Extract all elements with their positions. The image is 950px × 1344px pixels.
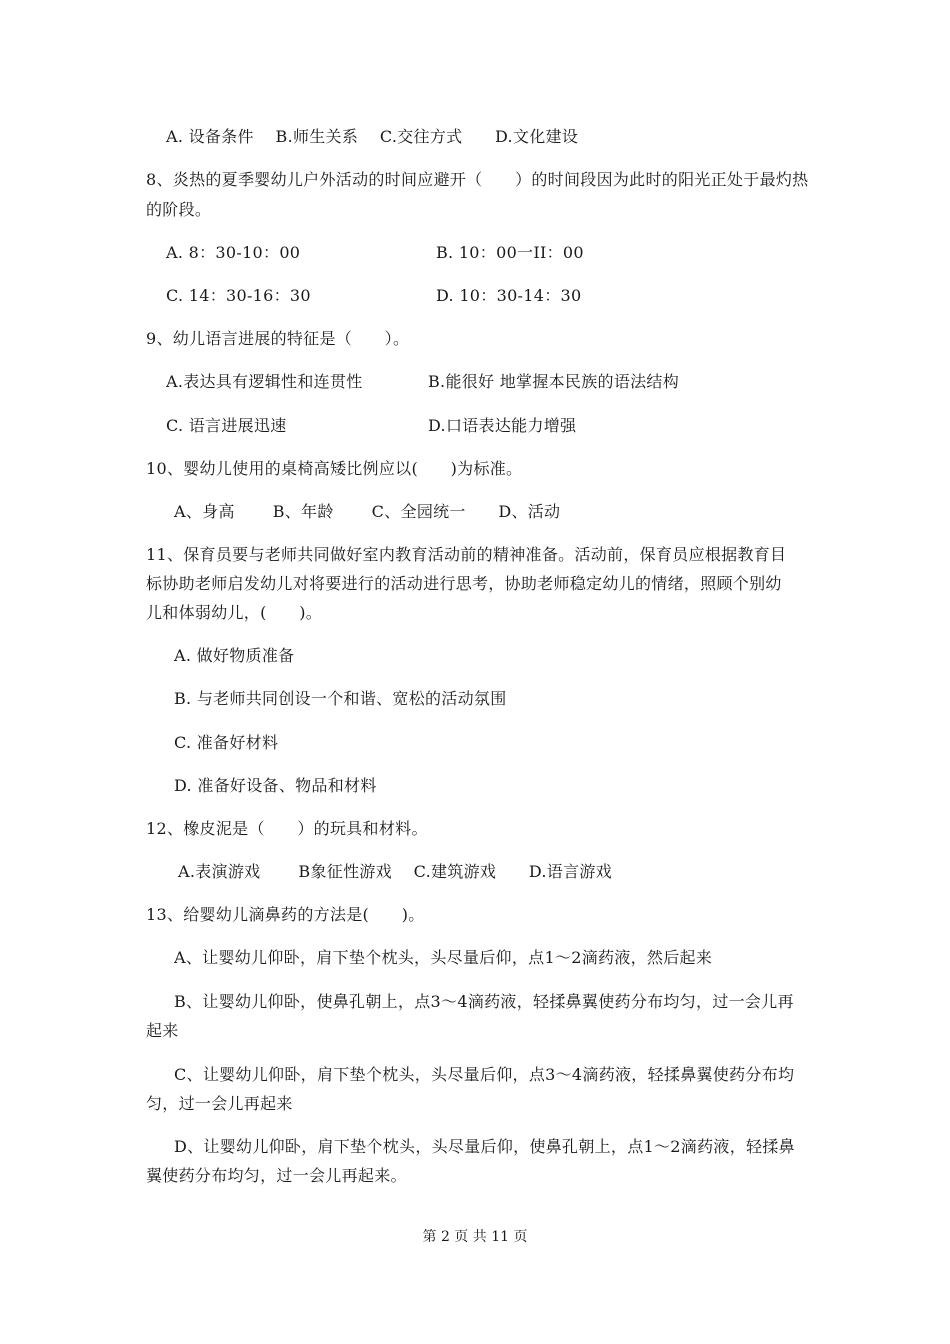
q11-option-a: A. 做好物质准备: [174, 646, 295, 665]
q8-option-b: B. 10：00一II：00: [436, 243, 584, 262]
page-footer: 第 2 页 共 11 页: [422, 1229, 528, 1245]
q8-option-d: D. 10：30-14：30: [436, 286, 582, 305]
q13-option-b-line-1: B、让婴幼儿仰卧，使鼻孔朝上，点3～4滴药液，轻揉鼻翼使药分布均匀，过一会儿再: [174, 992, 794, 1011]
q11-stem-line-1: 11、保育员要与老师共同做好室内教育活动前的精神准备。活动前，保育员应根据教育目: [146, 545, 787, 564]
q12-stem: 12、橡皮泥是（ ）的玩具和材料。: [146, 819, 428, 838]
q8-option-c: C. 14：30-16：30: [166, 286, 311, 305]
q13-option-b-line-2: 起来: [146, 1021, 179, 1040]
q13-option-d-line-1: D、让婴幼儿仰卧，肩下垫个枕头，头尽量后仰，使鼻孔朝上，点1～2滴药液，轻揉鼻: [174, 1137, 795, 1156]
q9-stem: 9、幼儿语言进展的特征是（ ）。: [146, 329, 410, 348]
q8-stem-line-2: 的阶段。: [146, 200, 212, 219]
q11-stem-line-3: 儿和体弱幼儿，( )。: [146, 603, 323, 622]
q9-option-a: A.表达具有逻辑性和连贯性: [166, 372, 363, 391]
q9-option-d: D.口语表达能力增强: [428, 416, 577, 435]
q10-stem: 10、婴幼儿使用的桌椅高矮比例应以( )为标准。: [146, 459, 523, 478]
q11-option-d: D. 准备好设备、物品和材料: [174, 776, 377, 795]
q13-option-d-line-2: 翼使药分布均匀，过一会儿再起来。: [146, 1166, 407, 1185]
q11-stem-line-2: 标协助老师启发幼儿对将要进行的活动进行思考，协助老师稳定幼儿的情绪，照顾个别幼: [146, 574, 782, 593]
q13-option-c-line-2: 匀，过一会儿再起来: [146, 1094, 293, 1113]
q11-option-b: B. 与老师共同创设一个和谐、宽松的活动氛围: [174, 689, 507, 708]
q13-option-a: A、让婴幼儿仰卧，肩下垫个枕头，头尽量后仰，点1～2滴药液，然后起来: [174, 948, 713, 967]
q7-options: A. 设备条件 B.师生关系 C.交往方式 D.文化建设: [166, 127, 579, 146]
q12-options: A.表演游戏 B象征性游戏 C.建筑游戏 D.语言游戏: [178, 862, 612, 881]
q8-stem-line-1: 8、炎热的夏季婴幼儿户外活动的时间应避开（ ）的时间段因为此时的阳光正处于最灼热: [146, 170, 809, 189]
q10-options: A、身高 B、年龄 C、全园统一 D、活动: [174, 502, 561, 521]
q9-option-b: B.能很好 地掌握本民族的语法结构: [428, 372, 680, 391]
q13-option-c-line-1: C、让婴幼儿仰卧，肩下垫个枕头，头尽量后仰，点3～4滴药液，轻揉鼻翼使药分布均: [174, 1065, 795, 1084]
q11-option-c: C. 准备好材料: [174, 733, 279, 752]
q9-option-c: C. 语言进展迅速: [166, 416, 287, 435]
q8-option-a: A. 8：30-10：00: [166, 243, 301, 262]
q13-stem: 13、给婴幼儿滴鼻药的方法是( )。: [146, 905, 425, 924]
